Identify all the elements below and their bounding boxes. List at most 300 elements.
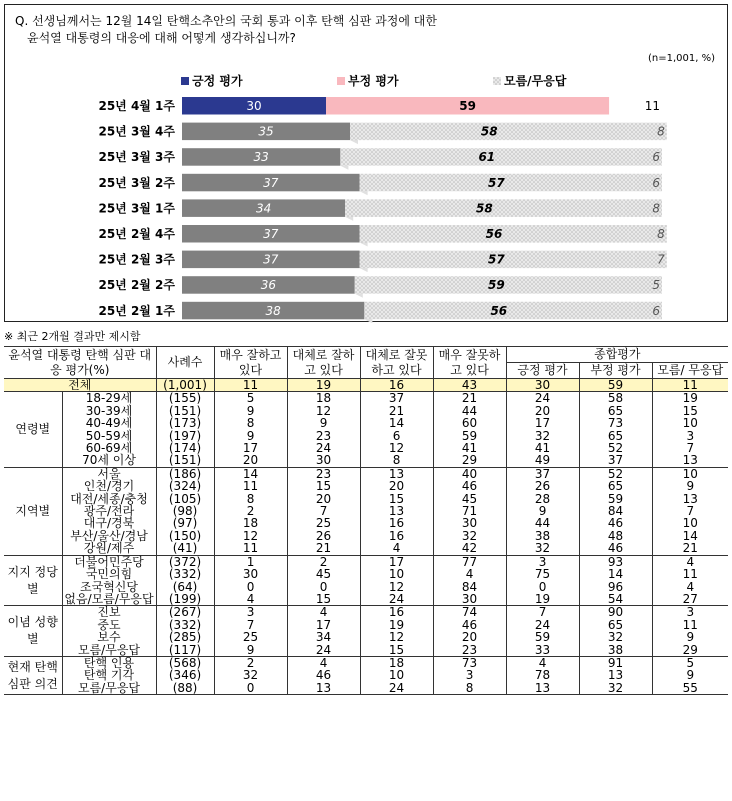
cell: 11 [682, 617, 698, 632]
cell: 52 [579, 442, 652, 454]
table-row [4, 606, 728, 619]
cell: 20 [287, 493, 360, 505]
row-label: 대전/세종/충청 [62, 493, 156, 505]
cell: 18 [360, 656, 433, 669]
cell: 91 [579, 656, 652, 669]
table-row [4, 669, 728, 681]
cell: 8 [360, 454, 433, 467]
cell: 15 [682, 403, 698, 418]
cell: 93 [579, 555, 652, 568]
category-label-1: 25년 3월 4주 [98, 124, 175, 139]
row-sample: (150) [156, 530, 214, 542]
cell: 9 [214, 644, 287, 657]
row-label: 40-49세 [62, 417, 156, 429]
cell: 16 [360, 606, 433, 619]
cell: 4 [214, 593, 287, 606]
data-label-2-5: 8 [657, 227, 665, 241]
cell: 21 [360, 405, 433, 417]
cell: 12 [287, 405, 360, 417]
cell: 13 [682, 491, 698, 506]
cell: 4 [287, 656, 360, 669]
cell: 15 [287, 593, 360, 606]
table-row [4, 542, 728, 555]
cell: 55 [652, 682, 728, 695]
cell: 59 [579, 379, 652, 392]
table-row [4, 517, 728, 529]
crosstab-table [4, 346, 728, 695]
cell: 12 [360, 631, 433, 643]
cell: 21 [433, 392, 506, 405]
group-label: 지지 정당별 [4, 555, 62, 606]
cell: 37 [506, 467, 579, 480]
cell: 11 [214, 379, 287, 392]
cell: 7 [214, 619, 287, 631]
header-c6: 부정 평가 [579, 363, 652, 379]
cell: 5 [214, 392, 287, 405]
cell: 3 [686, 605, 695, 620]
row-sample: (88) [156, 682, 214, 695]
row-sample: (332) [156, 568, 214, 580]
cell: 42 [433, 542, 506, 555]
row-label: 대구/경북 [62, 517, 156, 529]
row-label: 전체 [4, 379, 156, 392]
cell: 45 [433, 493, 506, 505]
cell: 71 [433, 505, 506, 517]
cell: 6 [360, 430, 433, 442]
cell: 2 [214, 656, 287, 669]
legend-swatch-2 [493, 77, 501, 85]
cell: 44 [506, 517, 579, 529]
row-sample: (346) [156, 669, 214, 681]
cell: 19 [682, 391, 698, 406]
cell: 32 [214, 669, 287, 681]
cell: 14 [360, 417, 433, 429]
cell: 65 [579, 430, 652, 442]
row-sample: (332) [156, 619, 214, 631]
row-label: 18-29세 [62, 392, 156, 405]
row-sample: (186) [156, 467, 214, 480]
row-label: 중도 [62, 619, 156, 631]
data-label-0-4: 34 [255, 201, 272, 216]
row-label: 탄핵 기각 [62, 669, 156, 681]
cell: 96 [579, 581, 652, 593]
cell: 4 [686, 554, 695, 569]
cell: 24 [287, 442, 360, 454]
cell: 13 [579, 669, 652, 681]
data-label-0-2: 33 [253, 150, 269, 165]
table-row [4, 593, 728, 606]
cell: 16 [360, 530, 433, 542]
cell: 7 [506, 606, 579, 619]
cell: 21 [287, 542, 360, 555]
cell: 9 [287, 417, 360, 429]
cell: 18 [214, 517, 287, 529]
cell: 24 [506, 619, 579, 631]
cell: 17 [360, 555, 433, 568]
cell: 8 [214, 493, 287, 505]
chart-panel [4, 4, 728, 322]
cell: 3 [433, 669, 506, 681]
cell: 26 [287, 530, 360, 542]
row-label: 조국혁신당 [62, 581, 156, 593]
cell: 30 [287, 454, 360, 467]
cell: 19 [506, 593, 579, 606]
cell: 20 [360, 480, 433, 492]
cell: 4 [360, 542, 433, 555]
cell: 25 [214, 631, 287, 643]
cell: 4 [506, 656, 579, 669]
data-label-0-5: 37 [263, 227, 279, 241]
cell: 73 [433, 656, 506, 669]
category-label-4: 25년 3월 1주 [98, 201, 175, 216]
header-c2: 대체로 잘하고 있다 [287, 347, 360, 379]
cell: 13 [287, 682, 360, 695]
cell: 37 [579, 454, 652, 467]
group-label: 현재 탄핵 심판 의견 [4, 656, 62, 694]
cell: 65 [579, 619, 652, 631]
legend-swatch-0 [181, 77, 189, 85]
row-sample: (568) [156, 656, 214, 669]
cell: 9 [686, 668, 695, 683]
row-label: 진보 [62, 606, 156, 619]
cell: 23 [433, 644, 506, 657]
cell: 1 [214, 555, 287, 568]
cell: 24 [506, 392, 579, 405]
row-label: 70세 이상 [62, 454, 156, 467]
cell: 18 [287, 392, 360, 405]
row-label: 부산/울산/경남 [62, 530, 156, 542]
row-sample: (98) [156, 505, 214, 517]
cell: 13 [360, 505, 433, 517]
cell: 52 [579, 467, 652, 480]
cell: 11 [214, 542, 287, 555]
cell: 59 [506, 631, 579, 643]
cell: 8 [433, 682, 506, 695]
cell: 54 [579, 593, 652, 606]
row-label: 탄핵 인용 [62, 656, 156, 669]
row-sample: (97) [156, 517, 214, 529]
cell: 32 [579, 682, 652, 695]
cell: 38 [579, 644, 652, 657]
data-label-0-6: 37 [263, 252, 279, 267]
row-sample: (324) [156, 480, 214, 492]
row-sample: (151) [156, 405, 214, 417]
cell: 2 [214, 505, 287, 517]
cell: 2 [287, 555, 360, 568]
cell: 20 [506, 405, 579, 417]
data-label-2-2: 6 [652, 150, 660, 165]
cell: 23 [287, 430, 360, 442]
group-label: 이념 성향별 [4, 606, 62, 657]
data-label-1-0: 59 [459, 99, 476, 113]
row-sample: (372) [156, 555, 214, 568]
cell: 17 [287, 619, 360, 631]
category-label-8: 25년 2월 1주 [98, 303, 175, 318]
cell: 45 [287, 568, 360, 580]
cell: 41 [506, 442, 579, 454]
cell: 73 [579, 417, 652, 429]
header-col0: 윤석열 대통령 탄핵 심판 대응 평가(%) [4, 347, 156, 379]
data-label-0-0: 30 [246, 99, 262, 113]
row-label: 인천/경기 [62, 480, 156, 492]
cell: 0 [214, 581, 287, 593]
cell: 46 [579, 542, 652, 555]
cell: 0 [214, 682, 287, 695]
cell: 9 [686, 630, 695, 645]
row-sample: (197) [156, 430, 214, 442]
cell: 10 [360, 669, 433, 681]
cell: 58 [579, 392, 652, 405]
cell: 60 [433, 417, 506, 429]
cell: 30 [433, 517, 506, 529]
data-label-0-3: 37 [263, 175, 279, 190]
question-line-1: Q. 선생님께서는 12월 14일 탄핵소추안의 국회 통과 이후 탄핵 심판 과정에 대한 [15, 14, 437, 28]
cell: 10 [682, 516, 698, 531]
cell: 13 [506, 682, 579, 695]
cell: 0 [506, 581, 579, 593]
cell: 23 [287, 467, 360, 480]
cell: 48 [579, 530, 652, 542]
category-label-3: 25년 3월 2주 [98, 175, 175, 190]
data-label-2-6: 7 [657, 252, 665, 267]
row-sample: (285) [156, 631, 214, 643]
cell: 59 [579, 493, 652, 505]
cell: 15 [360, 644, 433, 657]
cell: 40 [433, 467, 506, 480]
row-label: 모름/무응답 [62, 644, 156, 657]
cell: 9 [214, 405, 287, 417]
group-label: 지역별 [4, 467, 62, 555]
data-label-1-8: 56 [490, 303, 508, 318]
header-c5: 긍정 평가 [506, 363, 579, 379]
table-row [4, 644, 728, 657]
cell: 65 [579, 405, 652, 417]
data-label-2-0: 11 [644, 99, 660, 113]
cell: 32 [506, 542, 579, 555]
cell: 11 [214, 480, 287, 492]
cell: 20 [214, 454, 287, 467]
cell: 43 [433, 379, 506, 392]
cell: 49 [506, 454, 579, 467]
cell: 32 [433, 530, 506, 542]
header-c4: 매우 잘못하고 있다 [433, 347, 506, 379]
table-row [4, 454, 728, 467]
cell: 12 [360, 442, 433, 454]
category-label-5: 25년 2월 4주 [98, 227, 175, 241]
data-label-0-7: 36 [260, 278, 277, 293]
cell: 14 [214, 467, 287, 480]
header-sample: 사례수 [156, 347, 214, 379]
cell: 26 [506, 480, 579, 492]
cell: 13 [360, 467, 433, 480]
cell: 84 [433, 581, 506, 593]
table-row [4, 682, 728, 695]
cell: 12 [360, 581, 433, 593]
table-row [4, 417, 728, 429]
cell: 16 [360, 517, 433, 529]
header-c7: 모름/ 무응답 [652, 363, 728, 379]
cell: 11 [652, 379, 728, 392]
row-sample: (173) [156, 417, 214, 429]
cell: 9 [686, 479, 695, 494]
cell: 37 [360, 392, 433, 405]
cell: 41 [433, 442, 506, 454]
row-sample: (1,001) [156, 379, 214, 392]
cell: 44 [433, 405, 506, 417]
table-row-total [4, 379, 728, 392]
data-label-1-5: 56 [485, 227, 503, 241]
cell: 24 [360, 682, 433, 695]
cell: 5 [686, 655, 695, 670]
cell: 12 [214, 530, 287, 542]
row-label: 60-69세 [62, 442, 156, 454]
row-sample: (267) [156, 606, 214, 619]
question-line-2: 윤석열 대통령의 대응에 대해 어떻게 생각하십니까? [27, 31, 296, 45]
cell: 25 [287, 517, 360, 529]
cell: 8 [214, 417, 287, 429]
legend-label-1: 부정 평가 [348, 74, 399, 88]
cell: 10 [360, 568, 433, 580]
cell: 10 [682, 416, 698, 431]
cell: 19 [287, 379, 360, 392]
cell: 9 [214, 430, 287, 442]
row-sample: (151) [156, 454, 214, 467]
category-label-7: 25년 2월 2주 [98, 278, 175, 293]
cell: 30 [506, 379, 579, 392]
cell: 27 [652, 593, 728, 606]
cell: 17 [214, 442, 287, 454]
cell: 24 [360, 593, 433, 606]
row-label: 보수 [62, 631, 156, 643]
unit-note: (n=1,001, %) [647, 53, 715, 64]
row-label: 강원/제주 [62, 542, 156, 555]
cell: 32 [579, 631, 652, 643]
cell: 74 [433, 606, 506, 619]
cell: 7 [686, 441, 695, 456]
cell: 46 [433, 619, 506, 631]
cell: 78 [506, 669, 579, 681]
legend-swatch-1 [337, 77, 345, 85]
cell: 21 [652, 542, 728, 555]
cell: 75 [506, 568, 579, 580]
cell: 0 [287, 581, 360, 593]
category-label-6: 25년 2월 3주 [98, 252, 175, 267]
cell: 3 [214, 606, 287, 619]
stacked-bar-chart [5, 5, 729, 323]
data-label-1-3: 57 [488, 175, 505, 190]
cell: 77 [433, 555, 506, 568]
cell: 15 [287, 480, 360, 492]
row-sample: (155) [156, 392, 214, 405]
table-row [4, 568, 728, 580]
cell: 84 [579, 505, 652, 517]
cell: 59 [433, 430, 506, 442]
legend-label-2: 모름/무응답 [504, 74, 567, 88]
table-row [4, 480, 728, 492]
row-label: 50-59세 [62, 430, 156, 442]
header-c3: 대체로 잘못하고 있다 [360, 347, 433, 379]
category-label-0: 25년 4월 1주 [98, 99, 175, 113]
cell: 14 [579, 568, 652, 580]
cell: 34 [287, 631, 360, 643]
cell: 46 [287, 669, 360, 681]
cell: 11 [682, 567, 698, 582]
header-c1: 매우 잘하고 있다 [214, 347, 287, 379]
row-label: 30-39세 [62, 405, 156, 417]
data-label-2-7: 5 [652, 278, 660, 293]
data-label-0-8: 38 [265, 303, 281, 318]
cell: 10 [682, 466, 698, 481]
header-overall: 종합평가 [506, 347, 728, 363]
data-label-1-7: 59 [488, 278, 505, 293]
cell: 90 [579, 606, 652, 619]
cell: 7 [686, 504, 695, 519]
data-label-2-8: 6 [652, 303, 660, 318]
cell: 4 [433, 568, 506, 580]
cell: 20 [433, 631, 506, 643]
row-label: 없음/모름/무응답 [62, 593, 156, 606]
cell: 33 [506, 644, 579, 657]
category-label-2: 25년 3월 3주 [98, 150, 175, 165]
row-sample: (41) [156, 542, 214, 555]
cell: 29 [652, 644, 728, 657]
data-label-1-6: 57 [488, 252, 505, 267]
footnote: ※ 최근 2개월 결과만 제시함 [4, 330, 141, 343]
group-label: 연령별 [4, 392, 62, 467]
cell: 15 [360, 493, 433, 505]
cell: 46 [579, 517, 652, 529]
cell: 13 [652, 454, 728, 467]
cell: 3 [506, 555, 579, 568]
cell: 24 [287, 644, 360, 657]
data-label-2-3: 6 [652, 175, 660, 190]
row-label: 서울 [62, 467, 156, 480]
row-sample: (174) [156, 442, 214, 454]
cell: 65 [579, 480, 652, 492]
row-sample: (199) [156, 593, 214, 606]
data-label-2-1: 8 [657, 124, 665, 139]
row-label: 광주/전라 [62, 505, 156, 517]
data-label-2-4: 8 [652, 201, 660, 216]
cell: 46 [433, 480, 506, 492]
cell: 4 [686, 579, 695, 594]
cell: 32 [506, 430, 579, 442]
data-label-1-1: 58 [480, 124, 498, 139]
cell: 17 [506, 417, 579, 429]
cell: 30 [433, 593, 506, 606]
cell: 3 [686, 428, 695, 443]
cell: 38 [506, 530, 579, 542]
cell: 16 [360, 379, 433, 392]
row-label: 국민의힘 [62, 568, 156, 580]
row-label: 모름/무응답 [62, 682, 156, 695]
cell: 7 [287, 505, 360, 517]
cell: 30 [214, 568, 287, 580]
legend-label-0: 긍정 평가 [192, 74, 243, 88]
cell: 29 [433, 454, 506, 467]
cell: 14 [682, 528, 698, 543]
data-label-0-1: 35 [258, 124, 274, 139]
data-label-1-4: 58 [476, 201, 493, 216]
cell: 9 [506, 505, 579, 517]
row-sample: (105) [156, 493, 214, 505]
row-sample: (64) [156, 581, 214, 593]
cell: 28 [506, 493, 579, 505]
table-row [4, 392, 728, 405]
cell: 4 [287, 606, 360, 619]
data-label-1-2: 61 [478, 150, 496, 165]
row-label: 더불어민주당 [62, 555, 156, 568]
